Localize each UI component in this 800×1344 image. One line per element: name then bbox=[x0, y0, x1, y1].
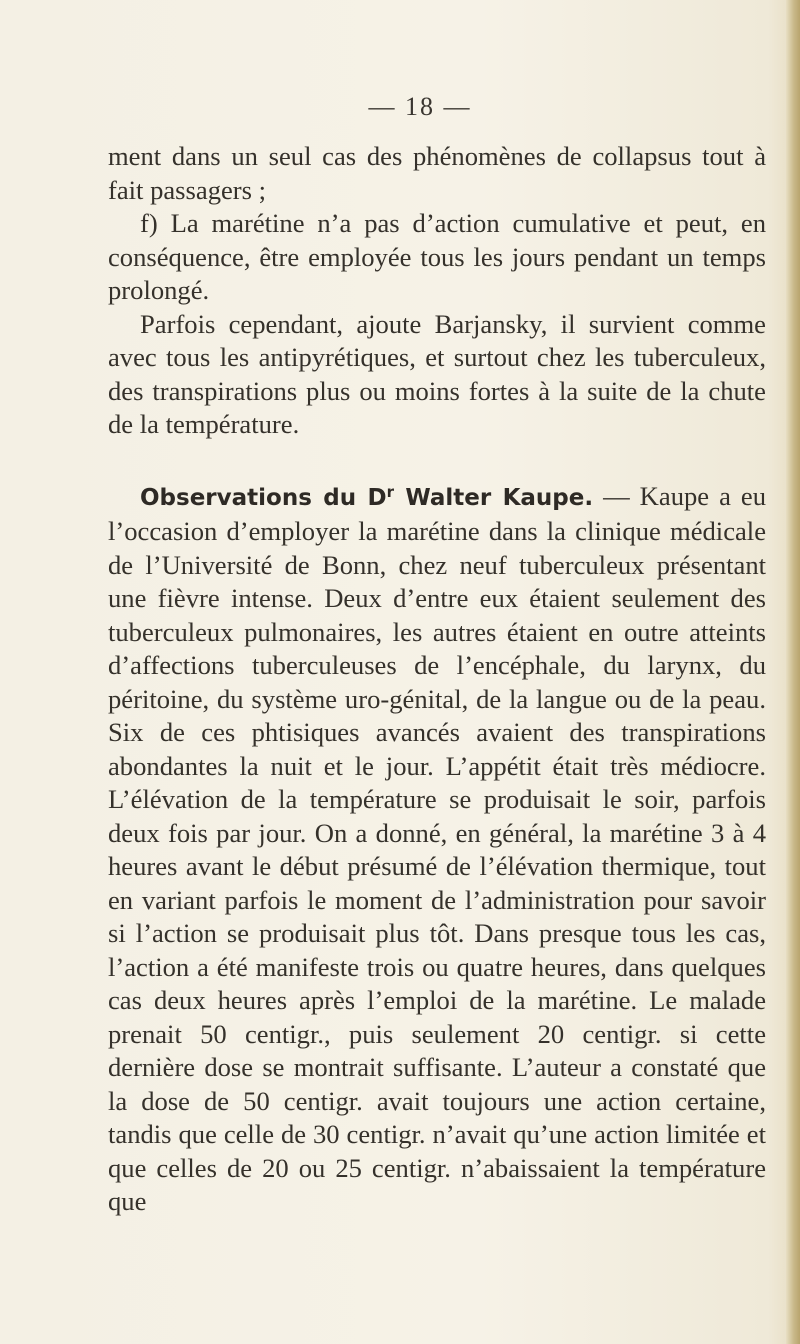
heading-author: Walter Kaupe. bbox=[393, 484, 594, 511]
page-number: — 18 — bbox=[368, 92, 472, 121]
paragraph-continuation: ment dans un seul cas des phénomènes de collapsus tout à fait passagers ; bbox=[108, 141, 766, 205]
paragraph-item-f: f) La marétine n’a pas d’action cumulative et peut, en conséquence, être employée tous les jours pendant un temps prolongé. bbox=[108, 208, 766, 305]
heading-prefix: Observations du D bbox=[140, 484, 387, 511]
observations-text: — Kaupe a eu l’occasion d’employer la marétine dans la clinique médicale de l’Université de Bonn, chez neuf tuberculeux présentant une fièvre intense. Deux d’entre eux étaient seulement des tuberculeux pulmonaires, les autres étaient en outre atteints d’affections tuberculeuses de l’encéphale, du larynx, du péritoine, du système uro-génital, de la langue ou de la peau. Six de ces phtisiques avancés avaient des transpirations abondantes la nuit et le jour. L’appétit était très médiocre. L’élévation de la température se produisait le soir, parfois deux fois par jour. On a donné, en général, la marétine 3 à 4 heures avant le début présumé de l’élévation thermique, tout en variant parfois le moment de l’administration pour savoir si l’action se produisait plus tôt. Dans presque tous les cas, l’action a été manifeste trois ou quatre heures, dans quelques cas deux heures après l’emploi de la marétine. Le malade prenait 50 centigr., puis seulement 20 centigr. si cette dernière dose se montrait suffisante. L’auteur a constaté que la dose de 50 centigr. avait toujours une action certaine, tandis que celle de 30 centigr. n’avait qu’une action limitée et que celles de 20 ou 25 centigr. n’abaissaient la température que bbox=[108, 480, 766, 1216]
body-text bbox=[108, 140, 766, 1219]
page-edge bbox=[786, 0, 800, 1344]
section-heading bbox=[140, 482, 594, 511]
paragraph-observations bbox=[108, 476, 766, 1219]
section-gap bbox=[108, 442, 766, 476]
paragraph-barjansky: Parfois cependant, ajoute Barjansky, il survient comme avec tous les antipyrétiques, et surtout chez les tuberculeux, des transpirations plus ou moins fortes à la suite de la chute de la température. bbox=[108, 308, 766, 439]
heading-superscript: r bbox=[386, 482, 394, 501]
